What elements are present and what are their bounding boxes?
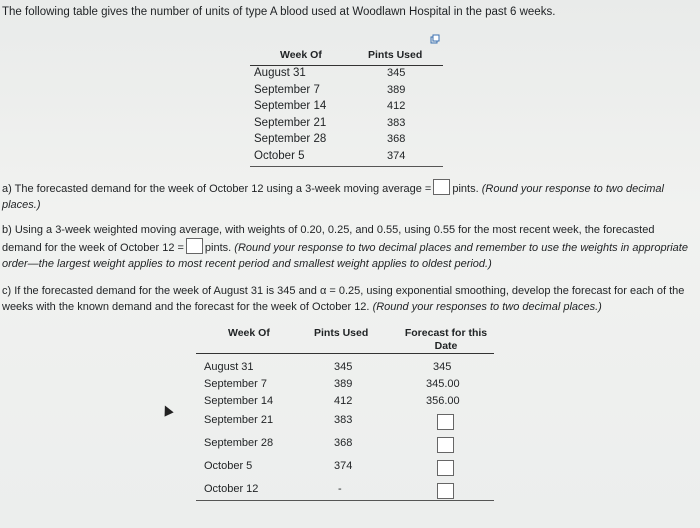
question-b-note: (Round your response to two decimal places and remember to use the weights in appropriate order—the largest weight applies to most recent period and smallest weight applies to oldest period.) [2, 242, 688, 270]
question-a-text: a) The forecasted demand for the week of October 12 using a 3-week moving average = [2, 183, 432, 195]
table-row [196, 414, 494, 432]
pints-cell: 412 [387, 100, 406, 113]
header-pints-used: Pints Used [368, 49, 423, 61]
pints-cell: 374 [387, 149, 406, 162]
question-a-note: (Round your response to two decimal places.) [2, 183, 664, 211]
table-divider [250, 166, 443, 167]
pints-cell: 368 [387, 133, 406, 146]
pints-cell: 389 [334, 378, 353, 390]
pints-cell: - [338, 483, 342, 495]
week-cell: August 31 [204, 361, 254, 373]
question-a-unit: pints. [452, 183, 479, 195]
forecast-cell: 345.00 [426, 378, 460, 390]
question-a [2, 179, 692, 213]
answer-b-input[interactable] [186, 238, 203, 254]
forecast-table [196, 325, 494, 505]
forecast-input[interactable] [437, 437, 454, 453]
pints-cell: 345 [387, 67, 406, 79]
week-cell: October 12 [204, 483, 259, 495]
table-divider [196, 500, 494, 501]
header-pints-used: Pints Used [314, 327, 369, 339]
question-b-unit: pints. [204, 242, 232, 254]
week-cell: September 21 [204, 414, 274, 426]
week-cell: September 14 [204, 395, 274, 407]
forecast-cell: 356.00 [426, 395, 460, 407]
week-cell: September 7 [204, 378, 267, 390]
blood-usage-table [250, 46, 443, 167]
week-cell: August 31 [254, 67, 306, 79]
table-row [196, 395, 494, 413]
header-forecast: Forecast for this Date [404, 327, 488, 352]
header-week-of: Week Of [228, 327, 270, 339]
table-row [250, 83, 443, 100]
week-cell: September 14 [254, 100, 327, 113]
pints-cell: 389 [387, 83, 406, 96]
week-cell: October 5 [254, 149, 305, 162]
mouse-cursor-icon [160, 403, 173, 416]
table-row [196, 378, 494, 396]
question-c-text: c) If the forecasted demand for the week of August 31 is 345 and α = 0.25, using exponential smoothing, develop the forecast for each of the weeks with the known demand and the forecast for the week of October 12. [2, 285, 685, 313]
table-row [250, 99, 443, 116]
forecast-input[interactable] [437, 414, 454, 430]
question-c [2, 283, 692, 315]
week-cell: September 7 [254, 83, 320, 96]
table-row [250, 132, 443, 149]
forecast-input[interactable] [437, 460, 454, 476]
forecast-cell: 345 [433, 361, 452, 373]
table-header [196, 325, 494, 354]
answer-a-input[interactable] [433, 179, 450, 195]
table-row [196, 483, 494, 501]
table-row [196, 361, 494, 379]
forecast-input[interactable] [437, 483, 454, 499]
week-cell: October 5 [204, 460, 253, 472]
pints-cell: 368 [334, 437, 353, 449]
table-row [196, 437, 494, 455]
pints-cell: 374 [334, 460, 353, 472]
week-cell: September 21 [254, 116, 327, 129]
table-row [250, 66, 443, 83]
week-cell: September 28 [254, 133, 327, 146]
table-row [250, 149, 443, 166]
pints-cell: 412 [334, 395, 353, 407]
question-b [2, 222, 692, 272]
table-row [250, 116, 443, 133]
table-header [250, 46, 443, 66]
question-b-text: b) Using a 3-week weighted moving average, with weights of 0.20, 0.25, and 0.55, using 0.55 for the most recent week, the forecasted demand for the week of October 12 = [2, 224, 655, 254]
header-week-of: Week Of [280, 49, 322, 61]
pints-cell: 383 [387, 116, 406, 129]
pints-cell: 345 [334, 361, 353, 373]
table-row [196, 460, 494, 478]
week-cell: September 28 [204, 437, 274, 449]
problem-intro: The following table gives the number of units of type A blood used at Woodlawn Hospital in the past 6 weeks. [2, 6, 556, 18]
copy-icon[interactable] [430, 34, 440, 44]
question-c-note: (Round your responses to two decimal places.) [372, 301, 602, 313]
pints-cell: 383 [334, 414, 353, 426]
